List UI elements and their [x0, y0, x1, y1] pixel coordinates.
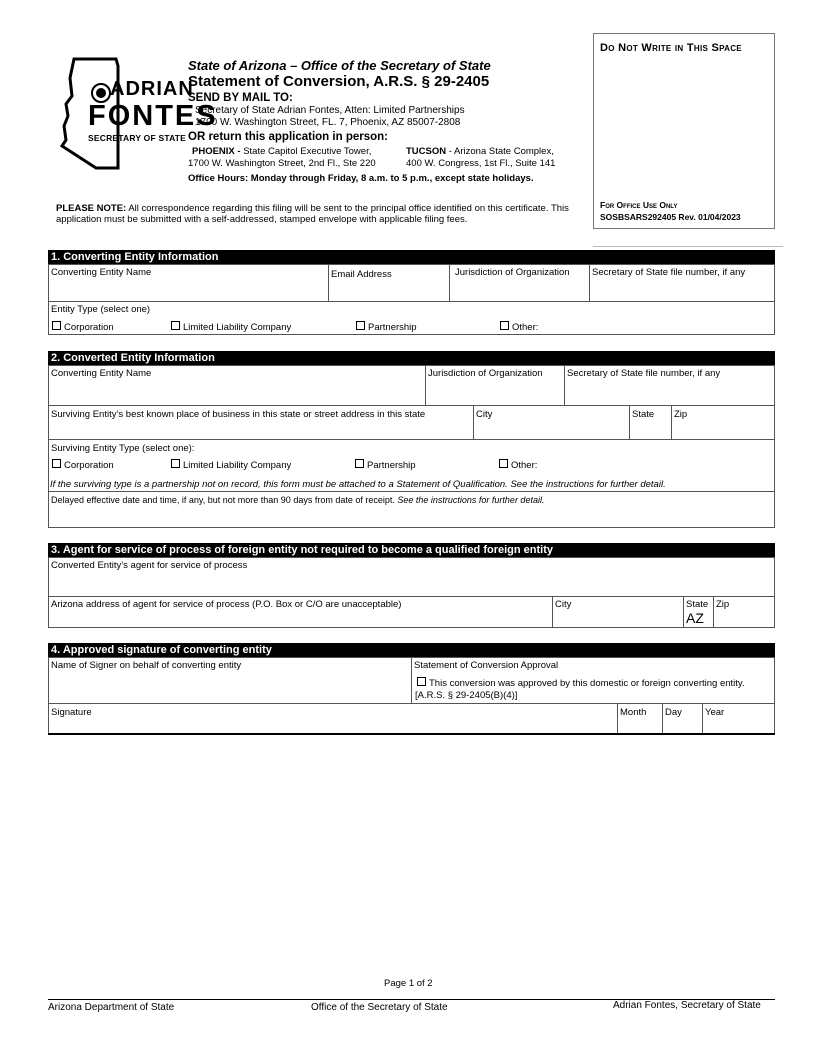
delayed-effective-date-field[interactable] — [48, 491, 775, 528]
field-label: Converting Entity Name — [51, 267, 152, 278]
logo-subtitle: SECRETARY OF STATE — [88, 133, 187, 143]
checkbox-icon[interactable] — [171, 321, 180, 330]
agency-title: State of Arizona – Office of the Secretary of State — [188, 58, 491, 73]
form-code: SOSBSARS292405 Rev. 01/04/2023 — [600, 212, 741, 222]
footer-left: Arizona Department of State — [48, 1002, 175, 1013]
section1-header: 1. Converting Entity Information — [48, 250, 775, 264]
field-label: Jurisdiction of Organization — [428, 368, 543, 379]
form-title: Statement of Conversion, A.R.S. § 29-2405 — [188, 73, 490, 90]
do-not-write-label: Do Not Write in This Space — [600, 42, 742, 54]
field-label: Email Address — [331, 269, 392, 280]
divider — [593, 246, 783, 247]
field-label: Delayed effective date and time, if any, but not more than 90 days from date of receipt. — [51, 495, 395, 505]
office-use-label: For Office Use Only — [600, 200, 678, 210]
option-label: Limited Liability Company — [183, 322, 292, 333]
option-other[interactable] — [499, 459, 537, 471]
partnership-note: If the surviving type is a partnership not on record, this form must be attached to a Statement of Qualification. See the instructions for further detail. — [50, 479, 666, 490]
phoenix-office — [188, 146, 398, 170]
field-label: Signature — [51, 707, 92, 718]
approval-group — [411, 657, 775, 704]
field-label: Zip — [716, 599, 730, 610]
field-label: City — [476, 409, 493, 420]
option-label: Corporation — [64, 322, 114, 333]
mail-address-line2: 1700 W. Washington Street, FL. 7, Phoenix, AZ 85007-2808 — [195, 117, 461, 128]
converting-entity-name-field[interactable] — [48, 264, 329, 302]
option-label: Other: — [512, 322, 539, 333]
checkbox-icon[interactable] — [499, 459, 508, 468]
checkbox-icon[interactable] — [417, 677, 426, 686]
note-label: PLEASE NOTE: — [56, 203, 127, 214]
option-other[interactable] — [500, 321, 538, 333]
logo-name-last: FONTES — [88, 100, 218, 132]
field-label: Surviving Entity Type (select one): — [51, 443, 195, 454]
jurisdiction-field[interactable] — [449, 264, 590, 302]
footer-right: Adrian Fontes, Secretary of State — [613, 1000, 761, 1011]
checkbox-icon[interactable] — [52, 321, 61, 330]
converted-entity-name-field[interactable] — [48, 365, 426, 406]
phoenix-label: PHOENIX - — [192, 146, 241, 157]
state-field[interactable] — [629, 405, 672, 440]
address-field[interactable] — [48, 405, 474, 440]
approval-checkbox[interactable] — [414, 677, 772, 702]
file-number-field[interactable] — [589, 264, 775, 302]
option-label: Limited Liability Company — [183, 460, 292, 471]
tucson-address: 400 W. Congress, 1st Fl., Suite 141 — [406, 158, 556, 169]
field-label: Secretary of State file number, if any — [567, 368, 721, 379]
section2-header: 2. Converted Entity Information — [48, 351, 775, 365]
field-label: Statement of Conversion Approval — [414, 660, 559, 671]
field-label: Converted Entity’s agent for service of process — [51, 560, 248, 571]
option-label: Partnership — [368, 322, 417, 333]
footer-center: Office of the Secretary of State — [311, 1002, 448, 1013]
month-field[interactable] — [617, 703, 663, 734]
field-label: Arizona address of agent for service of process (P.O. Box or C/O are unacceptable) — [51, 599, 402, 610]
phoenix-text: State Capitol Executive Tower, — [240, 146, 372, 157]
field-label: Jurisdiction of Organization — [455, 267, 570, 278]
option-corporation[interactable] — [52, 321, 114, 333]
section4-header: 4. Approved signature of converting entity — [48, 643, 775, 657]
signature-field[interactable] — [48, 703, 618, 734]
section4-bottom-rule — [48, 733, 775, 735]
option-llc[interactable] — [171, 459, 291, 471]
email-field[interactable] — [328, 264, 450, 302]
checkbox-icon[interactable] — [52, 459, 61, 468]
checkbox-icon[interactable] — [500, 321, 509, 330]
state-value: AZ — [686, 610, 704, 626]
field-label: Month — [620, 707, 647, 718]
option-label: Corporation — [64, 460, 114, 471]
field-label: State — [632, 409, 655, 420]
agent-name-field[interactable] — [48, 557, 775, 597]
option-partnership[interactable] — [356, 321, 417, 333]
logo-name-first: ADRIAN — [110, 78, 194, 100]
mail-address-line1: Secretary of State Adrian Fontes, Atten: Limited Partnerships — [195, 105, 465, 116]
office-hours: Office Hours: Monday through Friday, 8 a.m. to 5 p.m., except state holidays. — [188, 173, 534, 184]
agent-zip-field[interactable] — [713, 596, 775, 628]
field-label: Secretary of State file number, if any — [592, 267, 746, 278]
checkbox-icon[interactable] — [171, 459, 180, 468]
field-label: Year — [705, 707, 725, 718]
field-label: State — [686, 599, 709, 610]
agent-city-field[interactable] — [552, 596, 684, 628]
tucson-office — [406, 146, 576, 170]
agent-state-field[interactable] — [683, 596, 714, 628]
tucson-text: - Arizona State Complex, — [446, 146, 554, 157]
city-field[interactable] — [473, 405, 630, 440]
year-field[interactable] — [702, 703, 775, 734]
checkbox-icon[interactable] — [356, 321, 365, 330]
field-label-italic: See the instructions for further detail. — [394, 495, 545, 505]
option-llc[interactable] — [171, 321, 291, 333]
approval-text: This conversion was approved by this domestic or foreign converting entity. [A.R.S. § 29-2405(B)(4)] — [415, 678, 745, 701]
checkbox-icon[interactable] — [355, 459, 364, 468]
field-label: Entity Type (select one) — [51, 304, 151, 315]
field-label: Name of Signer on behalf of converting entity — [51, 660, 242, 671]
section3-header: 3. Agent for service of process of foreign entity not required to become a qualified foreign entity — [48, 543, 775, 557]
please-note — [56, 203, 586, 225]
signer-name-field[interactable] — [48, 657, 412, 704]
agent-address-field[interactable] — [48, 596, 553, 628]
mail-heading: SEND BY MAIL TO: — [188, 92, 293, 104]
file-number-field[interactable] — [564, 365, 775, 406]
in-person-heading: OR return this application in person: — [188, 131, 388, 143]
field-label: Converting Entity Name — [51, 368, 152, 379]
option-label: Other: — [511, 460, 538, 471]
option-partnership[interactable] — [355, 459, 416, 471]
phoenix-address: 1700 W. Washington Street, 2nd Fl., Ste 220 — [188, 158, 376, 169]
field-label: Day — [665, 707, 682, 718]
zip-field[interactable] — [671, 405, 775, 440]
field-label: Zip — [674, 409, 688, 420]
jurisdiction-field[interactable] — [425, 365, 565, 406]
day-field[interactable] — [662, 703, 703, 734]
note-text: All correspondence regarding this filing will be sent to the principal office identified on this certificate. This application must be submitted with a self-addressed, stamped envelope with applicable filing fees. — [56, 203, 569, 225]
option-label: Partnership — [367, 460, 416, 471]
option-corporation[interactable] — [52, 459, 114, 471]
field-label: City — [555, 599, 572, 610]
tucson-label: TUCSON — [406, 146, 447, 157]
page-number: Page 1 of 2 — [384, 978, 433, 989]
field-label: Surviving Entity’s best known place of business in this state or street address in this state — [51, 409, 426, 420]
